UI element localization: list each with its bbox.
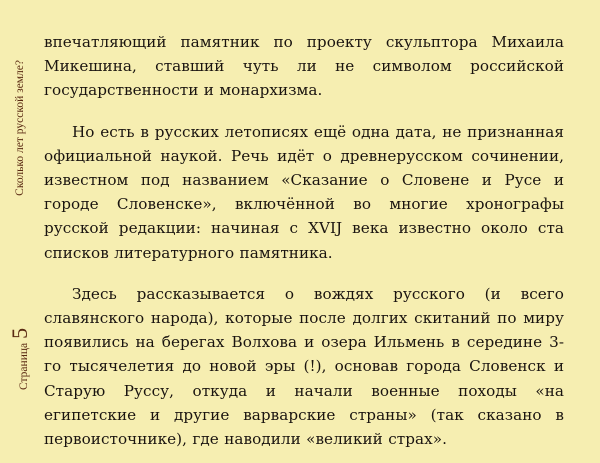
page-label bbox=[9, 328, 31, 390]
sidebar-caption bbox=[9, 60, 31, 390]
page-sidebar bbox=[3, 60, 31, 390]
page-word: Страница bbox=[18, 342, 30, 390]
page-number: 5 bbox=[7, 327, 32, 339]
paragraph-2: Но есть в русских летописях ещё одна дата, не признанная официальной наукой. Речь идёт о древнерусском сочинении, известном под названием «Сказание о Словене и Русе и городе Словенске», включённой во многие хронографы русской редакции: начиная с XVIJ века известно около ста списков литературного памятника. bbox=[44, 122, 564, 262]
paragraph-1: впечатляющий памятник по проекту скульптора Михаила Микешина, ставший чуть ли не символом российской государственности и монархизма. bbox=[44, 33, 564, 100]
paragraph-3: Здесь рассказывается о вождях русского (и всего славянского народа), которые после долгих скитаний по миру появились на берегах Волхова и озера Ильмень в середине 3-го тысячелетия до новой эры (!), основав города Словенск и Старую Руссу, откуда и начали военные походы «на египетские и другие варварские страны» (так сказано в первоисточнике), где наводили «великий страх». bbox=[44, 284, 564, 449]
book-title: Сколько лет русской земле? bbox=[14, 60, 26, 196]
body-text bbox=[44, 30, 564, 463]
